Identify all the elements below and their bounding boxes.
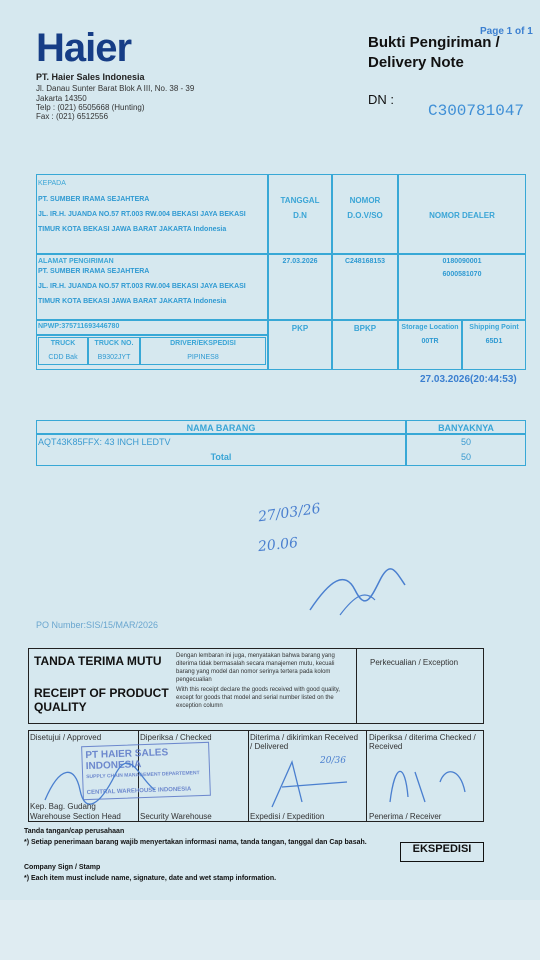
print-timestamp: 27.03.2026(20:44:53) (420, 374, 517, 385)
dn-label: DN : (368, 92, 394, 107)
truck-value: CDD Bak (48, 354, 78, 361)
truck-label: TRUCK (50, 340, 76, 347)
exception-label: Perkecualian / Exception (370, 658, 459, 667)
doc-title-id: Bukti Pengiriman / (368, 34, 500, 51)
note-1-title: Tanda tangan/cap perusahaan (24, 828, 125, 835)
dealer-number-1: 0180090001 (442, 258, 482, 265)
driver-label: DRIVER/EKSPEDISI (170, 340, 236, 347)
stamp-dept: SUPPLY CHAIN MANAGEMENT DEPARTEMENT (86, 770, 200, 781)
note-2-title: Company Sign / Stamp (24, 864, 101, 871)
note-2: *) Each item must include name, signature, date and wet stamp information. (24, 875, 277, 882)
customer-name: PT. SUMBER IRAMA SEJAHTERA (38, 196, 150, 203)
item-header-divider (36, 433, 526, 435)
sig-divider-2 (248, 730, 249, 822)
stamp-company: PT HAIER SALES INDONESIA (85, 747, 169, 773)
storage-value: 00TR (421, 338, 439, 345)
bpkp-label: BPKP (353, 324, 377, 333)
receipt-title-id: TANDA TERIMA MUTU (34, 654, 162, 668)
approved-label: Disetujui / Approved (30, 733, 102, 742)
receipt-divider (356, 648, 357, 724)
total-label: Total (210, 452, 232, 462)
sig-divider-3 (366, 730, 367, 822)
receipt-title-en-1: RECEIPT OF PRODUCT (34, 686, 169, 700)
dn-date: 27.03.2026 (282, 258, 318, 265)
nomor-label: NOMOR (349, 196, 381, 205)
warehouse-head-label-en: Warehouse Section Head (30, 812, 121, 821)
truck-no-value: B9302JYT (97, 354, 131, 361)
shipping-address-1: JL. IR.H. JUANDA NO.57 RT.003 RW.004 BEKASI JAYA BEKASI (38, 283, 246, 290)
company-name: PT. Haier Sales Indonesia (36, 72, 145, 82)
haier-logo: Haier (36, 26, 132, 70)
customer-address-2: TIMUR KOTA BEKASI JAWA BARAT JAKARTA Indonesia (38, 226, 227, 233)
tanggal-label-2: D.N (293, 211, 307, 220)
item-row-qty: 50 (460, 437, 471, 447)
dealer-number-2: 6000581070 (442, 271, 482, 278)
expedition-label: Expedisi / Expedition (250, 812, 325, 821)
checked-label: Diperiksa / Checked (140, 733, 212, 742)
stamp-warehouse: CENTRAL WAREHOUSE INDONESIA (86, 786, 192, 797)
receipt-text-id: Dengan lembaran ini juga, menyatakan bahwa barang yang diterima tidak bermasalah secara manajemen mutu, kecuali barang yang model dan nomor serinya tertera pada kolom pengecualian (176, 653, 335, 683)
npwp-divider (36, 334, 268, 336)
dn-number: C300781047 (428, 102, 525, 120)
copy-label: EKSPEDISI (400, 842, 484, 862)
doc-title-en: Delivery Note (368, 54, 464, 71)
shipping-point-label: Shipping Point (469, 324, 519, 331)
security-label: Security Warehouse (140, 812, 212, 821)
col-nama-barang: NAMA BARANG (186, 423, 256, 433)
receipt-title-en-2: QUALITY (34, 700, 87, 714)
received-label: Diperiksa / diterima Checked / Received (369, 733, 476, 751)
company-address-1: Jl. Danau Sunter Barat Blok A III, No. 38 - 39 (36, 84, 195, 93)
receiver-signature (380, 752, 480, 812)
handwritten-date: 27/03/26 (257, 500, 322, 526)
shipping-point-value: 65D1 (485, 338, 503, 345)
company-phone: Telp : (021) 6505668 (Hunting) (36, 103, 145, 112)
note-1: *) Setiap penerimaan barang wajib menyertakan informasi nama, tanda tangan, tanggal dan Cap basah. (24, 839, 367, 846)
warehouse-head-label: Kep. Bag. Gudang (30, 802, 96, 811)
page-number: Page 1 of 1 (480, 26, 533, 37)
company-address-2: Jakarta 14350 (36, 94, 87, 103)
receiver-label: Penerima / Receiver (369, 812, 442, 821)
item-row-name: AQT43K85FFX: 43 INCH LEDTV (38, 437, 171, 447)
kepada-label: KEPADA (38, 180, 66, 187)
shipping-address-2: TIMUR KOTA BEKASI JAWA BARAT JAKARTA Indonesia (38, 298, 227, 305)
col-banyaknya: BANYAKNYA (438, 423, 494, 433)
handwritten-delivered-time: 20/36 (320, 756, 346, 766)
tanggal-label: TANGGAL (280, 196, 320, 205)
signature-scribble (300, 560, 410, 620)
total-qty: 50 (460, 452, 471, 462)
customer-address-1: JL. IR.H. JUANDA NO.57 RT.003 RW.004 BEKASI JAYA BEKASI (38, 211, 246, 218)
po-number: PO Number:SIS/15/MAR/2026 (36, 620, 159, 630)
nomor-label-2: D.O.V/SO (347, 211, 383, 220)
driver-value: PIPINES8 (187, 354, 219, 361)
pkp-label: PKP (291, 324, 309, 333)
shipping-label: ALAMAT PENGIRIMAN (38, 258, 114, 265)
handwritten-time: 20.06 (257, 534, 299, 556)
receipt-text-en: With this receipt declare the goods received with good quality, except for goods that model and serial number listed on the exception column (176, 687, 340, 709)
delivered-label: Diterima / dikirimkan Received / Delivered (250, 733, 359, 751)
storage-label: Storage Location (401, 324, 459, 331)
order-number: C248168153 (344, 258, 386, 265)
npwp: NPWP:375711693446780 (38, 323, 120, 330)
shipping-name: PT. SUMBER IRAMA SEJAHTERA (38, 268, 150, 275)
truck-no-label: TRUCK NO. (94, 340, 134, 347)
dealer-label: NOMOR DEALER (429, 211, 495, 220)
company-fax: Fax : (021) 6512556 (36, 112, 109, 121)
